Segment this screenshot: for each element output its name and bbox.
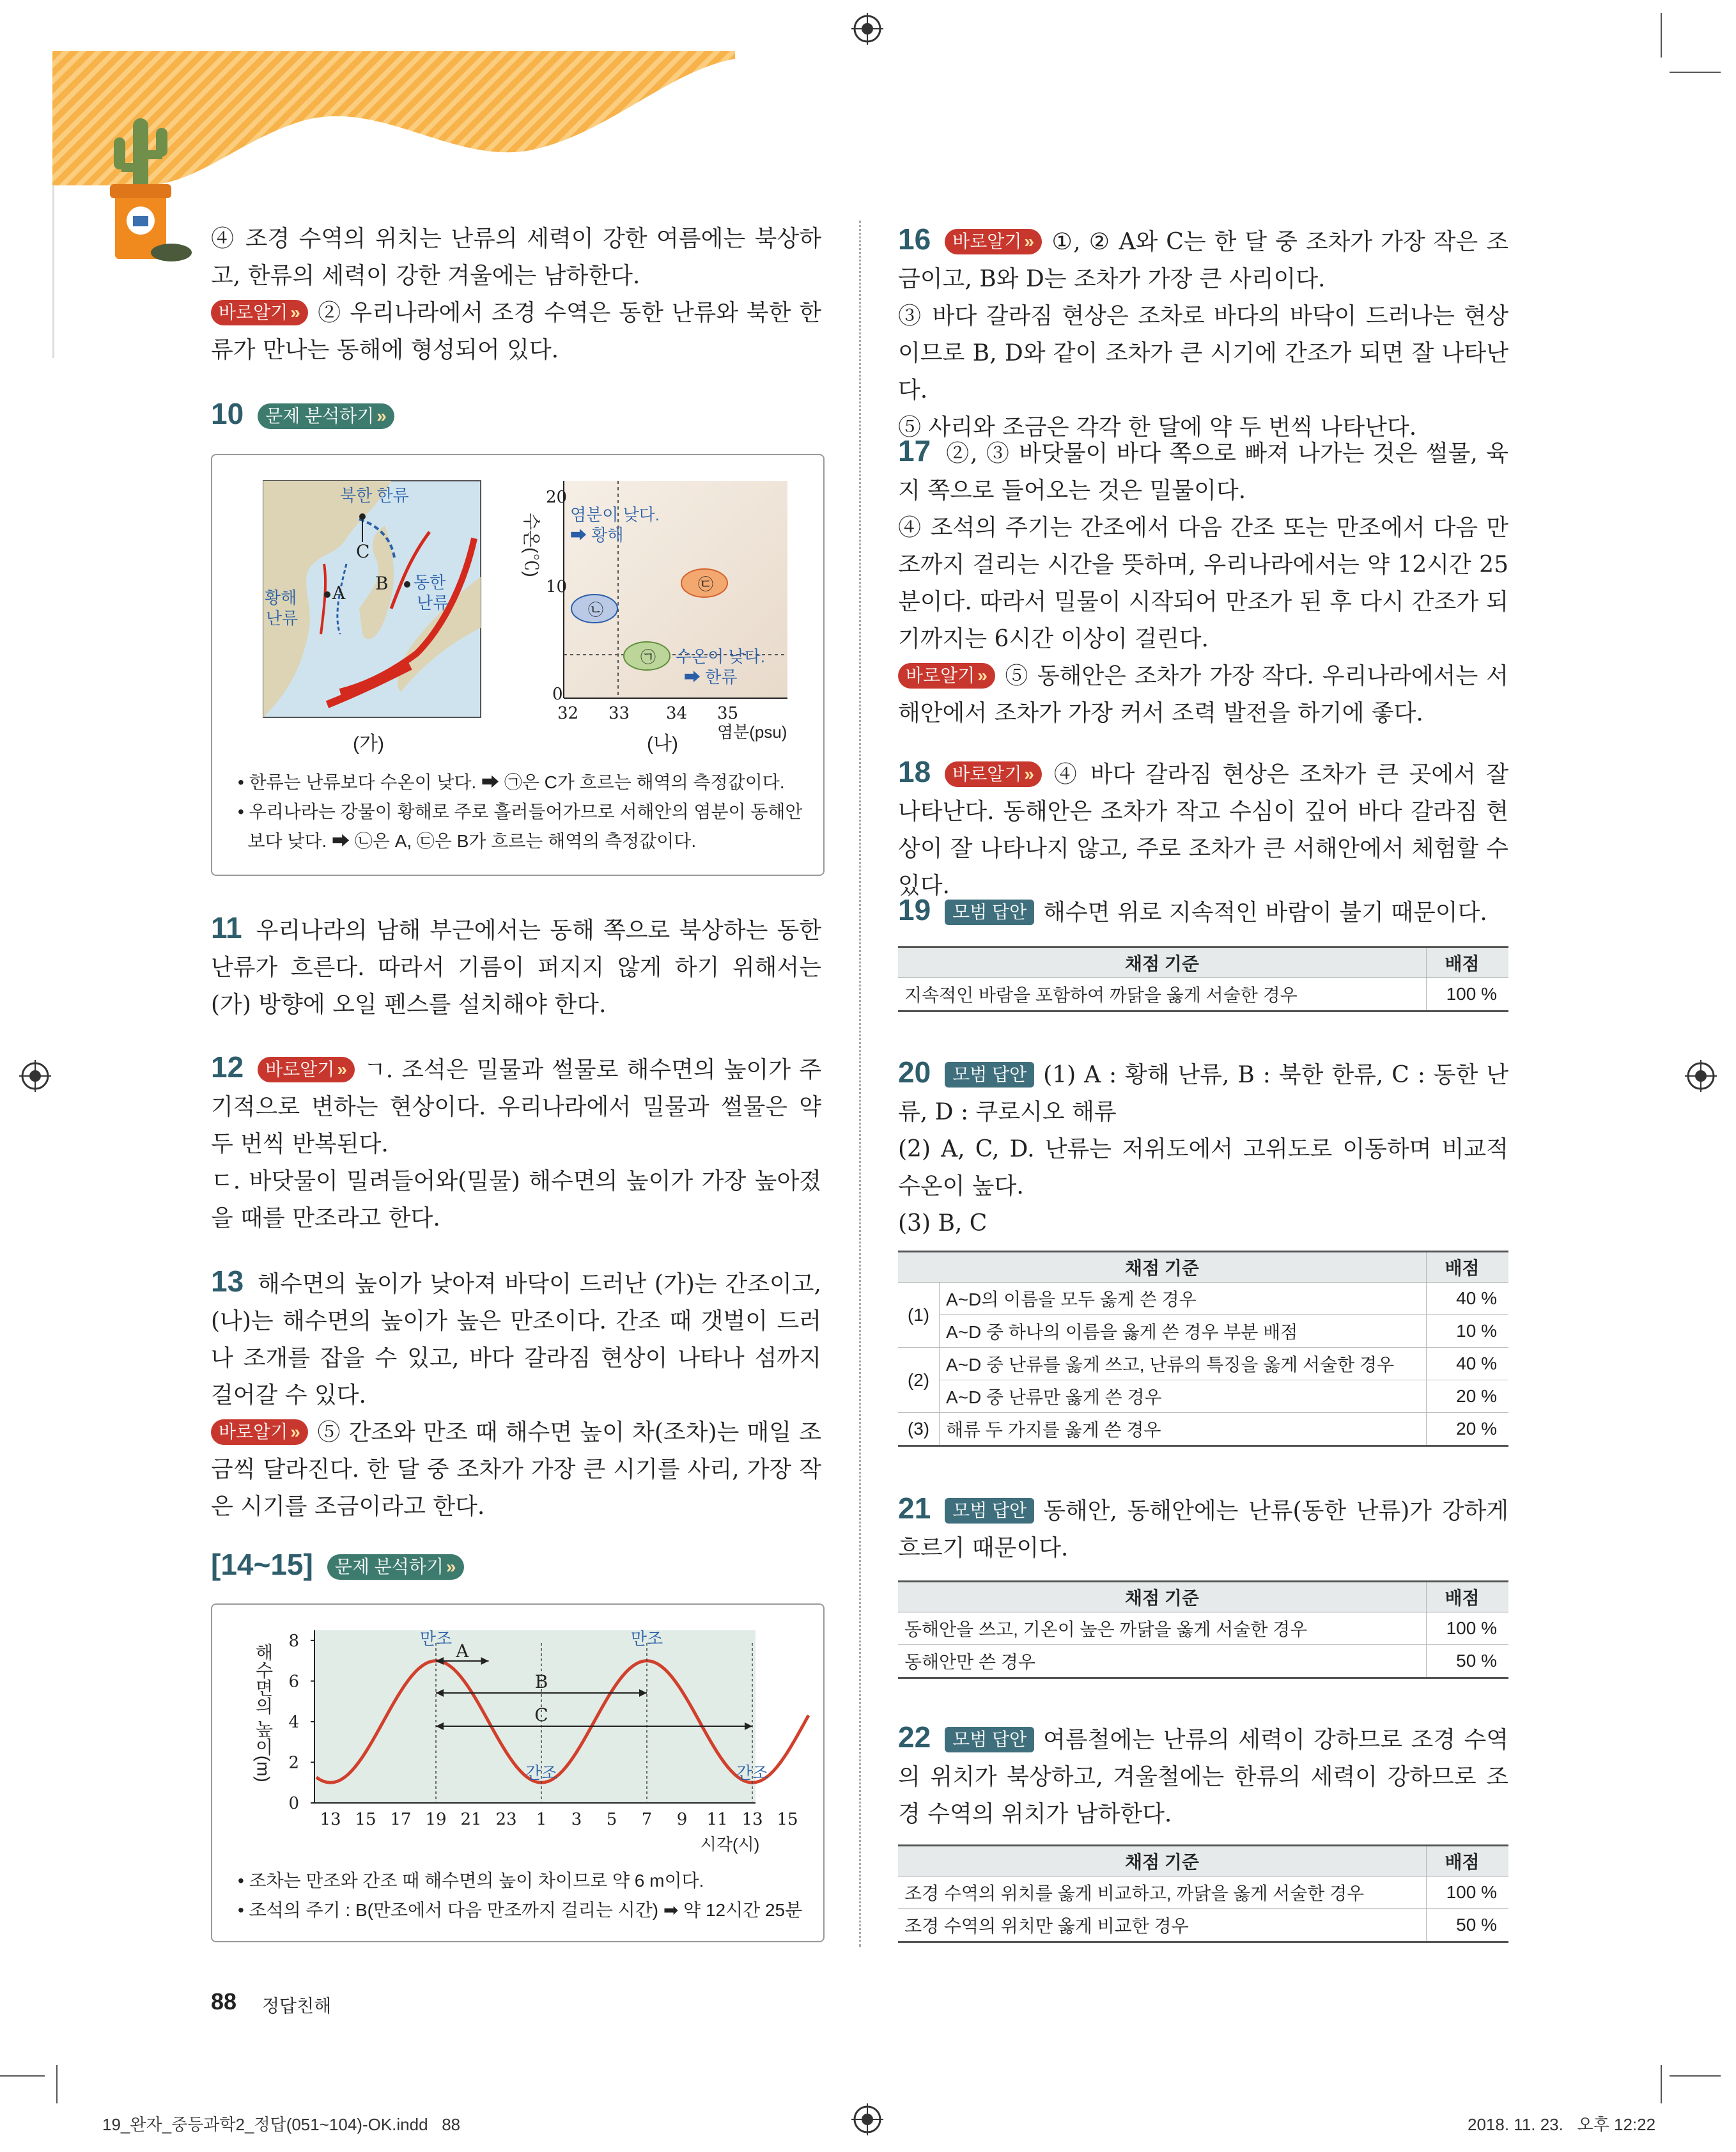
map-label-east: 동한 <box>414 573 446 592</box>
q21-text: 21 모범 답안 동해안, 동해안에는 난류(동한 난류)가 강하게 흐르기 때문이다. <box>898 1492 1508 1561</box>
map-caption: (가) <box>353 733 384 754</box>
column-divider <box>859 221 861 1947</box>
q13-text: 13 해수면의 높이가 낮아져 바닥이 드러난 (가)는 간조이고, (나)는 해수면의 높이가 높은 만조이다. 간조 때 갯벌이 드러나 조개를 잡을 수 있고, 바다 갈라짐 현상이 나타나 섬까지 걸어갈 수 있다. 바로알기 » ⑤ 간조와 만조 때 해수면 높이 차(조차)는 매일 조금씩 달라진다. 한 달 중 조차가 가장 큰 시기를 사리, 가장 작은 시기를 조금이라고 한다. <box>211 1265 821 1520</box>
tag-barolagi: 바로알기 » <box>258 1057 355 1082</box>
x-tick-label: 15 <box>777 1810 798 1829</box>
label-C: C <box>534 1704 548 1726</box>
y-axis-label: 해수면의 높이(m) <box>253 1643 274 1782</box>
y-tick-label: 2 <box>288 1753 299 1773</box>
section-label: 정답친해 <box>262 1996 332 2016</box>
map-label-yellow-sea-2: 난류 <box>266 609 298 628</box>
ocean-current-map <box>263 481 481 717</box>
plot-xtick-34: 34 <box>666 704 688 723</box>
q12-text: 12 바로알기 » ㄱ. 조석은 밀물과 썰물로 해수면의 높이가 주기적으로 변하는 현상이다. 우리나라에서 밀물과 썰물은 약 두 번씩 반복된다. ㄷ. 바닷물이 밀려들어와(밀물) 해수면의 높이가 가장 높아졌을 때를 만조라고 한다. <box>211 1050 821 1231</box>
annotation-cold-current: ➡ 한류 <box>684 667 738 687</box>
q20-score-table: 채점 기준 배점 (1) A~D의 이름을 모두 옳게 쓴 경우 40 % A~D 중 하나의 이름을 옳게 쓴 경우 부분 배점 10 % (2) A~D 중 난류를 옳게 쓰고, 난류의 특징을 옳게 서술한 경우 40 % A~D 중 난류만 옳게 쓴 경우 20 % (3) 해류 두 가지를 옳게 쓴 경우 20 % <box>898 1251 1508 1447</box>
map-label-east-2: 난류 <box>417 593 449 612</box>
x-tick-label: 13 <box>320 1810 341 1829</box>
q10-note-1: • 한류는 난류보다 수온이 낮다. ➡ ㉠은 C가 흐르는 해역의 측정값이다. <box>238 772 785 792</box>
tag-barolagi: 바로알기 » <box>945 761 1042 787</box>
q17-text: 17 ②, ③ 바닷물이 바다 쪽으로 빠져 나가는 것은 썰물, 육지 쪽으로 들어오는 것은 밀물이다. ④ 조석의 주기는 간조에서 다음 간조 또는 만조에서 다음 만조까지 걸리는 시간을 뜻하며, 우리나라에서는 약 12시간 25분이다. 따라서 밀물이 시작되어 만조가 된 후 다시 간조가 되기까지는 6시간 이상이 걸린다. 바로알기 » ⑤ 동해안은 조차가 가장 작다. 우리나라에서는 서해안에서 조차가 가장 커서 조력 발전을 하기에 좋다. <box>898 434 1508 726</box>
q10-heading: 10 문제 분석하기 » <box>211 396 403 431</box>
annotation-low2: 간조 <box>736 1763 769 1783</box>
x-tick-label: 17 <box>390 1810 412 1829</box>
left-paragraph-b: 바로알기 » ② 우리나라에서 조경 수역은 동한 난류와 북한 한류가 만나는 동해에 형성되어 있다. <box>211 300 821 363</box>
map-label-north-korea-cold: 북한 한류 <box>340 486 409 505</box>
point-3: ㉢ <box>698 575 713 593</box>
annotation-yellow-sea: ➡ 황해 <box>570 526 624 545</box>
footer-file-info: 19_완자_중등과학2_정답(051~104)-OK.indd 88 <box>102 2115 461 2134</box>
q18-text: 18 바로알기 » ④ 바다 갈라짐 현상은 조차가 큰 곳에서 잘 나타난다. 동해안은 조차가 작고 수심이 깊어 바다 갈라짐 현상이 잘 나타나지 않고, 주로 조차가 큰 서해안에서 체험할 수 있다. <box>898 755 1508 899</box>
plot-xtick-35: 35 <box>717 704 739 723</box>
x-axis-label: 시각(시) <box>700 1835 760 1854</box>
tag-analysis: 문제 분석하기 » <box>327 1554 464 1580</box>
label-A: A <box>456 1641 469 1662</box>
q22-score-table: 채점 기준 배점 조경 수역의 위치를 옳게 비교하고, 까닭을 옳게 서술한 경우 100 % 조경 수역의 위치만 옳게 비교한 경우 50 % <box>898 1844 1508 1943</box>
q19-score-table: 채점 기준 배점 지속적인 바람을 포함하여 까닭을 옳게 서술한 경우 100 % <box>898 946 1508 1012</box>
tag-model-answer: 모범 답안 <box>945 1727 1034 1752</box>
tide-chart <box>219 1618 813 1860</box>
x-tick-label: 5 <box>606 1810 617 1829</box>
x-tick-label: 7 <box>641 1810 653 1829</box>
y-tick-label: 6 <box>288 1672 299 1692</box>
q14-15-note-1: • 조차는 만조와 간조 때 해수면의 높이 차이므로 약 6 m이다. <box>238 1871 704 1891</box>
q14-15-heading: [14~15] 문제 분석하기 » <box>211 1547 473 1582</box>
q11-text: 11 우리나라의 남해 부근에서는 동해 쪽으로 북상하는 동한 난류가 흐른다. 따라서 기름이 퍼지지 않게 하기 위해서는 (가) 방향에 오일 펜스를 설치해야 한다. <box>211 911 821 1018</box>
label-B: B <box>534 1671 548 1692</box>
registration-mark-icon <box>1685 1060 1717 1092</box>
annotation-high2: 만조 <box>630 1629 663 1648</box>
map-label-yellow-sea: 황해 <box>265 588 297 607</box>
tag-analysis: 문제 분석하기 » <box>258 403 394 429</box>
plot-xtick-32: 32 <box>557 704 579 723</box>
x-tick-label: 15 <box>355 1810 376 1829</box>
registration-mark-icon <box>851 2103 883 2135</box>
q10-figure-box <box>211 454 825 876</box>
left-paragraph-a: ④ 조경 수역의 위치는 난류의 세력이 강한 여름에는 북상하고, 한류의 세력이 강한 겨울에는 남하한다. <box>211 226 821 289</box>
tag-model-answer: 모범 답안 <box>945 1062 1034 1088</box>
plot-ytick-10: 10 <box>546 577 568 596</box>
x-tick-label: 3 <box>571 1810 582 1829</box>
tag-model-answer: 모범 답안 <box>945 900 1034 925</box>
x-tick-label: 9 <box>676 1810 688 1829</box>
tag-barolagi: 바로알기 » <box>898 663 995 689</box>
q20-text: 20 모범 답안 (1) A : 황해 난류, B : 북한 한류, C : 동한 난류, D : 쿠로시오 해류 (2) A, C, D. 난류는 저위도에서 고위도로 이동하며 비교적 수온이 높다. (3) B, C <box>898 1056 1508 1236</box>
map-label-C: C <box>356 541 370 562</box>
y-tick-label: 0 <box>288 1794 299 1813</box>
tag-barolagi: 바로알기 » <box>945 229 1042 254</box>
registration-mark-icon <box>19 1060 51 1092</box>
q10-note-2: • 우리나라는 강물이 황해로 주로 흘러들어가므로 서해안의 염분이 동해안 <box>238 802 803 822</box>
map-label-A: A <box>332 582 346 604</box>
x-tick-label: 13 <box>741 1810 763 1829</box>
q16-text: 16 바로알기 » ①, ② A와 C는 한 달 중 조차가 가장 작은 조금이고, B와 D는 조차가 가장 큰 사리이다. ③ 바다 갈라짐 현상은 조차로 바다의 바닥이 드러나는 현상이므로 B, D와 같이 조차가 큰 시기에 간조가 되면 잘 나타난다. ⑤ 사리와 조금은 각각 한 달에 약 두 번씩 나타난다. <box>898 222 1508 441</box>
q19-text: 19 모범 답안 해수면 위로 지속적인 바람이 불기 때문이다. <box>898 893 1487 926</box>
point-1: ㉠ <box>640 648 656 666</box>
q10-note-3: 보다 낮다. ➡ ㉡은 A, ㉢은 B가 흐르는 해역의 측정값이다. <box>238 831 697 851</box>
q14-15-figure-box <box>211 1603 825 1942</box>
registration-mark-icon <box>851 13 883 45</box>
plot-xtick-33: 33 <box>608 704 630 723</box>
annotation-low1: 간조 <box>525 1763 558 1783</box>
y-tick-label: 4 <box>288 1712 299 1732</box>
map-label-B: B <box>375 573 389 594</box>
x-tick-label: 1 <box>536 1810 547 1829</box>
x-tick-label: 23 <box>495 1810 517 1829</box>
temperature-salinity-plot <box>513 474 807 742</box>
point-2: ㉡ <box>588 601 603 619</box>
tag-model-answer: 모범 답안 <box>945 1498 1034 1524</box>
x-tick-label: 19 <box>425 1810 447 1829</box>
plot-xlabel: 염분(psu) <box>717 722 787 742</box>
plot-ytick-0: 0 <box>552 685 563 704</box>
x-tick-label: 11 <box>706 1810 728 1829</box>
q14-15-note-2: • 조석의 주기 : B(만조에서 다음 만조까지 걸리는 시간) ➡ 약 12시간 25분 <box>238 1900 803 1920</box>
plot-ytick-20: 20 <box>546 488 568 507</box>
footer-date: 2018. 11. 23. 오후 12:22 <box>1468 2115 1656 2134</box>
annotation-low-salinity: 염분이 낮다. <box>570 505 660 524</box>
plot-ylabel: 수온(℃) <box>522 513 541 577</box>
tag-barolagi: 바로알기 » <box>211 300 308 325</box>
q22-text: 22 모범 답안 여름철에는 난류의 세력이 강하므로 조경 수역의 위치가 북상하고, 겨울철에는 한류의 세력이 강하므로 조경 수역의 위치가 남하한다. <box>898 1720 1508 1827</box>
y-tick-label: 8 <box>288 1631 299 1651</box>
annotation-low-temp: 수온이 낮다. <box>676 647 766 666</box>
tag-barolagi: 바로알기 » <box>211 1419 308 1445</box>
annotation-high1: 만조 <box>419 1629 453 1648</box>
q21-score-table: 채점 기준 배점 동해안을 쓰고, 기온이 높은 까닭을 옳게 서술한 경우 100 % 동해안만 쓴 경우 50 % <box>898 1580 1508 1679</box>
x-tick-label: 21 <box>460 1810 482 1829</box>
plot-caption: (나) <box>647 733 678 754</box>
page-number: 88 <box>211 1988 237 2015</box>
